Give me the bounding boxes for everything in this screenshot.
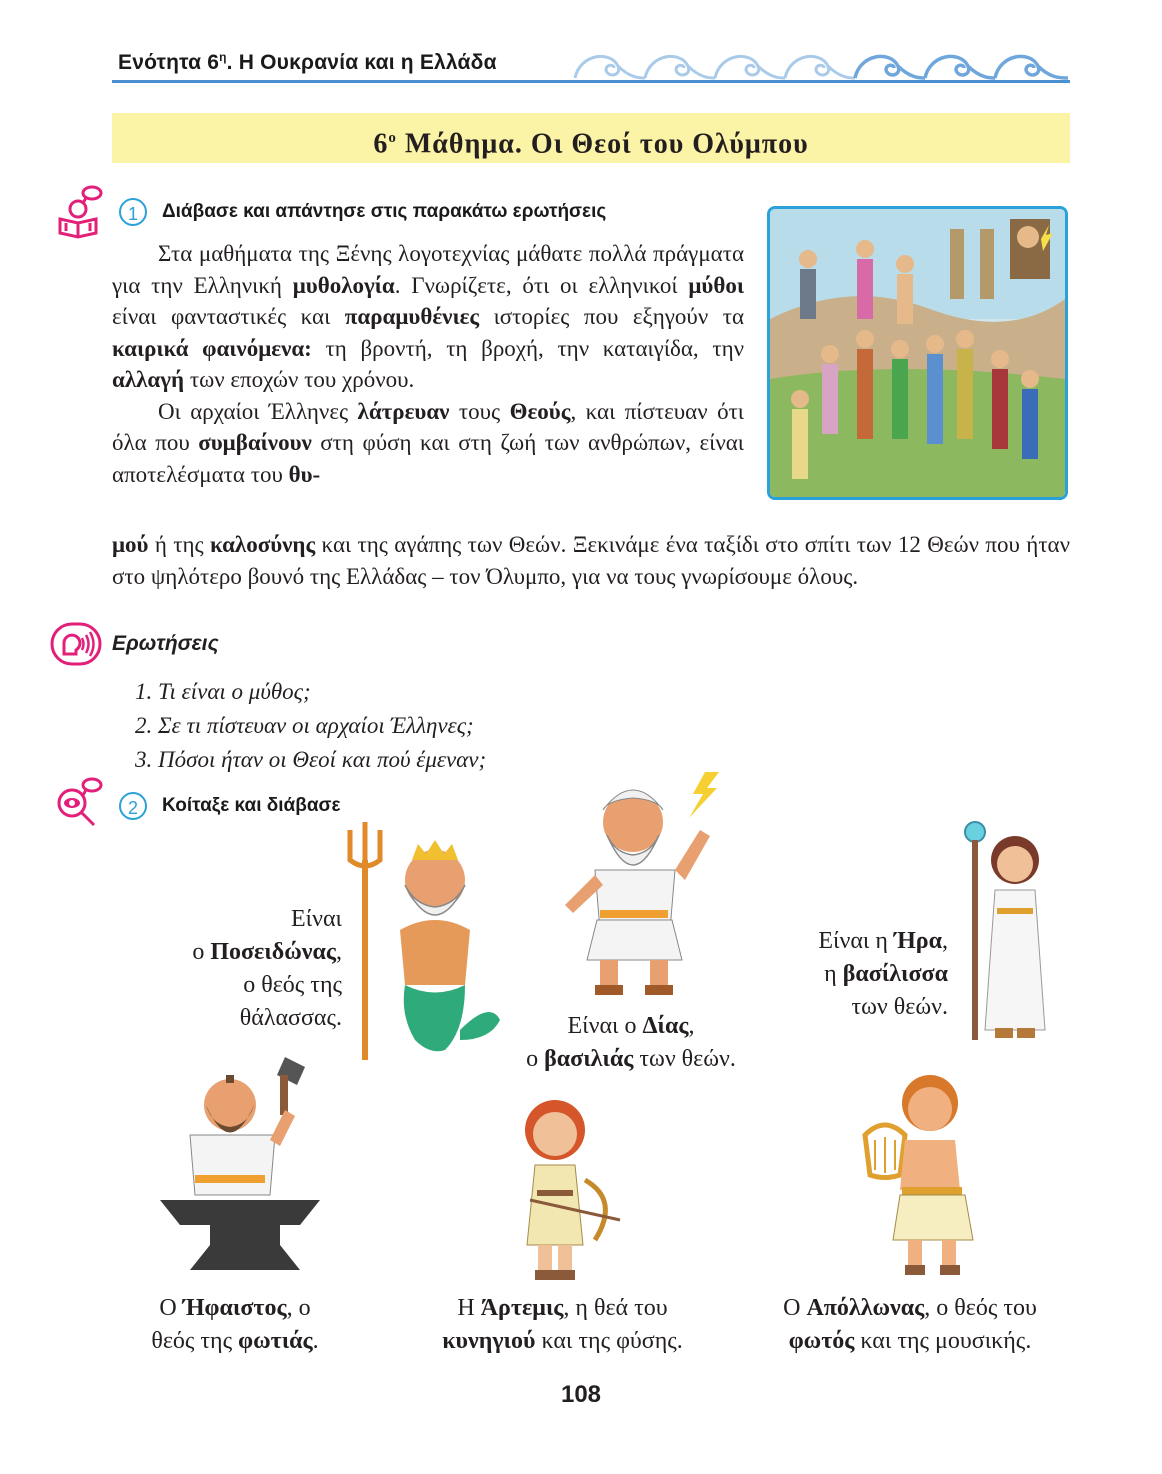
caption-line: των θεών.	[851, 994, 948, 1020]
bold-term: καλοσύνης	[209, 532, 316, 557]
artemis-illustration	[510, 1090, 630, 1285]
caption-zeus	[500, 1010, 762, 1076]
question-item: 1. Τι είναι ο μύθος;	[135, 679, 311, 704]
lesson-title-text: Μάθημα. Οι Θεοί του Ολύμπου	[396, 128, 809, 160]
caption-line: κυνηγιού και της φύσης.	[442, 1328, 683, 1354]
caption-poseidon	[120, 903, 342, 1035]
lesson-number-sup: ο	[388, 130, 397, 146]
caption-line: Ο Απόλλωνας, ο θεός του	[783, 1295, 1037, 1321]
reading-text-full	[112, 529, 1070, 592]
unit-sup: η	[219, 50, 227, 64]
bold-term: Ήφαιστος	[182, 1295, 287, 1321]
poseidon-illustration	[340, 820, 520, 1060]
caption-artemis	[395, 1292, 730, 1358]
header-rule	[112, 80, 1070, 83]
section-number-2: 2	[119, 792, 147, 820]
bold-term: θυ-	[288, 461, 321, 487]
bold-term: Ήρα	[893, 928, 942, 954]
caption-line: Ο Ήφαιστος, ο	[159, 1295, 311, 1321]
bold-term: συμβαίνουν	[198, 430, 312, 455]
caption-line: Είναι	[291, 906, 342, 932]
hera-illustration	[955, 820, 1055, 1050]
unit-title: . Η Ουκρανία και η Ελλάδα	[226, 51, 497, 74]
reading-text-column	[112, 238, 744, 490]
paragraph-3: μού ή της καλοσύνης και της αγάπης των Θεών. Ξεκινάμε ένα ταξίδι στο σπίτι των 12 Θεών που ήταν στο ψηλότερο βουνό της Ελλάδας – τον Όλυμπο, για να τους γνωρίσουμε όλους.	[112, 532, 1071, 589]
section-2-title: Κοίταξε και διάβασε	[162, 795, 341, 816]
speaking-icon	[50, 622, 102, 666]
reading-icon	[54, 183, 104, 239]
bold-term: καιρικά φαινόμενα:	[112, 335, 312, 361]
hephaestus-illustration	[160, 1055, 330, 1285]
section-1-title: Διάβασε και απάντησε στις παρακάτω ερωτήσεις	[162, 201, 607, 222]
caption-line: Η Άρτεμις, η θεά του	[457, 1295, 668, 1321]
zeus-illustration	[545, 770, 745, 1000]
caption-apollo	[745, 1292, 1075, 1358]
bold-term: αλλαγή	[112, 367, 185, 392]
caption-line: ο βασιλιάς των θεών.	[526, 1046, 736, 1072]
bold-term: Ποσειδώνας	[210, 939, 336, 965]
wave-ornament	[570, 44, 1070, 82]
bold-term: λάτρευαν	[357, 398, 450, 424]
paragraph-2: Οι αρχαίοι Έλληνες λάτρευαν τους Θεούς, και πίστευαν ότι όλα που συμβαίνουν στη φύση και στη ζωή των ανθρώπων, είναι αποτελέσματα του θυ-	[112, 398, 744, 487]
bold-term: μυθολογία	[292, 272, 395, 298]
caption-line: θεός της φωτιάς.	[151, 1328, 319, 1354]
caption-line: Είναι ο Δίας,	[567, 1013, 695, 1039]
questions-title: Ερωτήσεις	[112, 632, 219, 655]
lesson-banner	[112, 113, 1070, 163]
page-number: 108	[560, 1381, 602, 1408]
caption-line: ο Ποσειδώνας,	[192, 939, 342, 965]
lesson-title	[112, 113, 1070, 169]
questions-list	[135, 675, 486, 777]
caption-line: θάλασσας.	[239, 1005, 342, 1031]
bold-term: μού	[112, 532, 149, 557]
bold-term: φωτιάς	[238, 1328, 313, 1354]
bold-term: Απόλλωνας	[806, 1295, 925, 1321]
looking-icon	[52, 775, 104, 827]
bold-term: μύθοι	[688, 272, 744, 298]
apollo-illustration	[860, 1065, 990, 1280]
caption-line: φωτός και της μουσικής.	[788, 1328, 1032, 1354]
question-item: 2. Σε τι πίστευαν οι αρχαίοι Έλληνες;	[135, 713, 474, 738]
caption-line: ο θεός της	[243, 972, 342, 998]
caption-line: η βασίλισσα	[824, 961, 948, 987]
caption-hera	[760, 925, 948, 1024]
paragraph-1: Στα μαθήματα της Ξένης λογοτεχνίας μάθατε πολλά πράγματα για την Ελληνική μυθολογία. Γνωρίζετε, ότι οι ελληνικοί μύθοι είναι φανταστικές και παραμυθένιες ιστορίες που εξηγούν τα καιρικά φαινόμενα: τη βροντή, τη βροχή, την καταιγίδα, την αλλαγή των εποχών του χρόνου.	[112, 241, 744, 392]
question-item: 3. Πόσοι ήταν οι Θεοί και πού έμεναν;	[135, 747, 487, 772]
unit-header	[118, 50, 497, 75]
bold-term: Θεούς	[509, 398, 571, 424]
bold-term: βασίλισσα	[842, 961, 948, 987]
bold-term: βασιλιάς	[544, 1046, 634, 1072]
unit-label: Ενότητα 6	[118, 51, 220, 74]
bold-term: παραμυθένιες	[344, 304, 480, 329]
section-number-1: 1	[119, 198, 147, 226]
bold-term: φωτός	[788, 1328, 855, 1354]
bold-term: Δίας	[642, 1013, 689, 1039]
bold-term: κυνηγιού	[442, 1328, 536, 1354]
olympian-gods-illustration	[767, 206, 1068, 500]
gods-scene	[770, 209, 1065, 497]
caption-hephaestus	[115, 1292, 355, 1358]
bold-term: Άρτεμις	[480, 1295, 564, 1321]
caption-line: Είναι η Ήρα,	[818, 928, 948, 954]
lesson-number: 6	[373, 128, 389, 160]
